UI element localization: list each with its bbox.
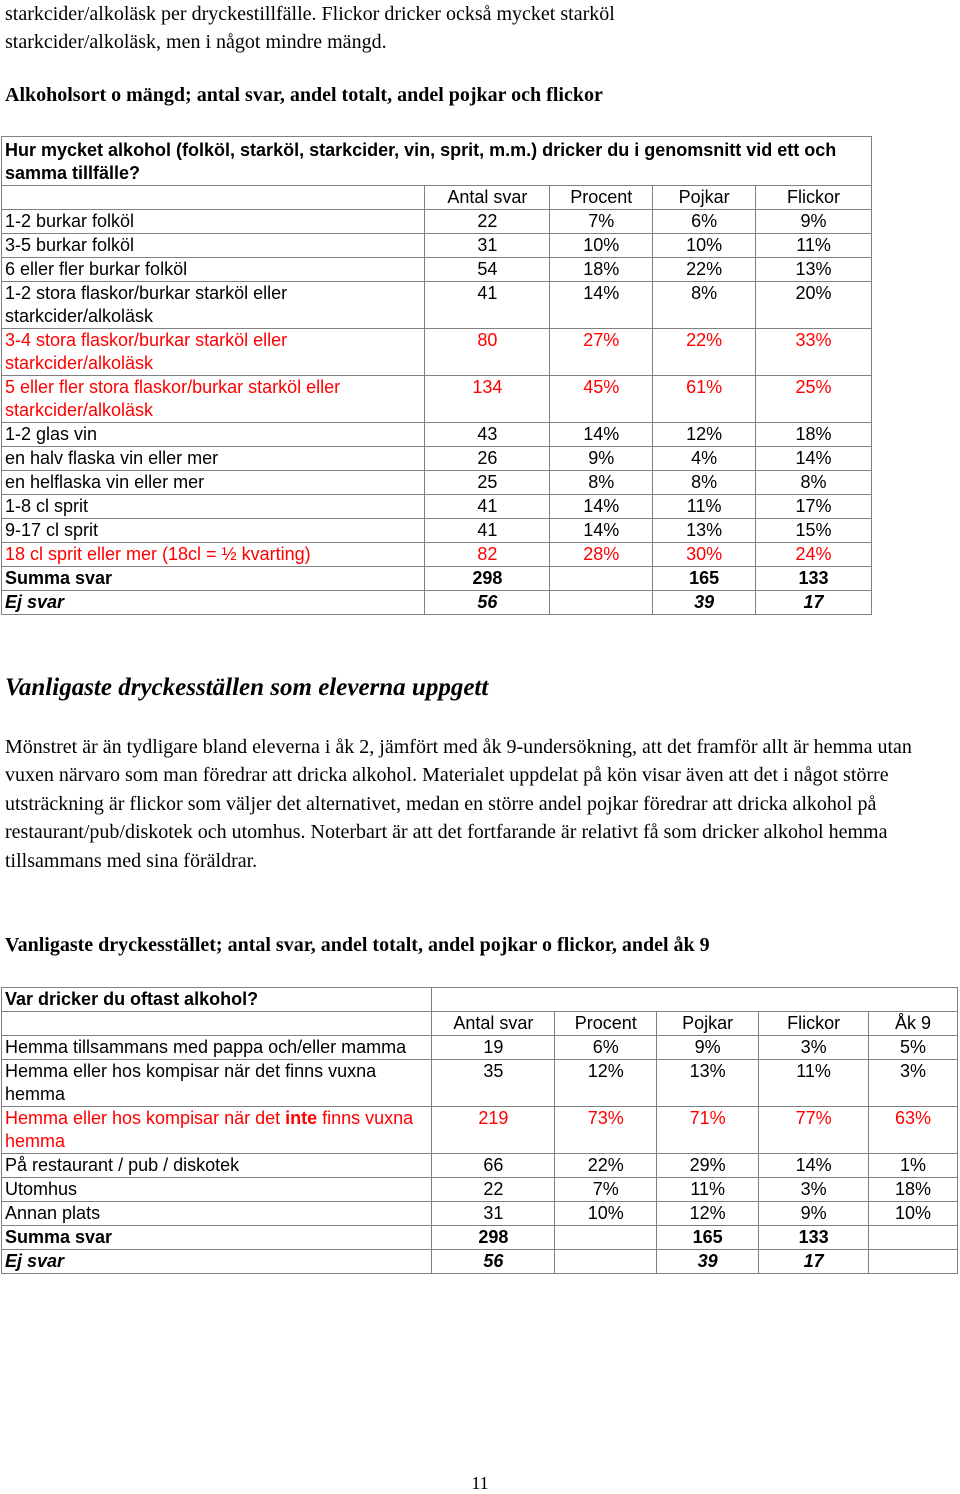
- intro-line-1: starkcider/alkoläsk per dryckestillfälle. Flickor dricker också mycket starköl: [5, 3, 615, 25]
- cell-pojkar: 11%: [657, 1178, 759, 1202]
- row-label: 1-2 stora flaskor/burkar starköl eller starkcider/alkoläsk: [2, 282, 425, 329]
- row-label: Ej svar: [2, 591, 425, 615]
- cell-ak9: 5%: [869, 1036, 958, 1060]
- table-row: [2, 447, 872, 471]
- section-heading: Vanligaste dryckesställen som eleverna uppgett: [5, 674, 489, 701]
- cell-pojkar: 8%: [653, 471, 756, 495]
- cell-antal: 22: [425, 210, 550, 234]
- cell-procent: 10%: [555, 1202, 657, 1226]
- cell-pojkar: 71%: [657, 1107, 759, 1154]
- cell-pojkar: 13%: [653, 519, 756, 543]
- row-label: Summa svar: [2, 567, 425, 591]
- cell-pojkar: 39: [653, 591, 756, 615]
- row-label: [2, 1107, 432, 1154]
- cell-antal: 219: [432, 1107, 555, 1154]
- summary-row: [2, 1226, 958, 1250]
- column-header-ak9: Åk 9: [869, 1012, 958, 1036]
- cell-procent: 7%: [550, 210, 653, 234]
- table-row: [2, 282, 872, 329]
- column-header-pojkar: Pojkar: [653, 186, 756, 210]
- cell-procent: 73%: [555, 1107, 657, 1154]
- cell-antal: 66: [432, 1154, 555, 1178]
- cell-ak9: [869, 1250, 958, 1274]
- cell-pojkar: 12%: [653, 423, 756, 447]
- cell-pojkar: 6%: [653, 210, 756, 234]
- table-body: [2, 186, 872, 615]
- cell-antal: 56: [432, 1250, 555, 1274]
- drinking-place-table: [1, 987, 958, 1274]
- cell-flickor: 24%: [756, 543, 872, 567]
- row-label: Hemma tillsammans med pappa och/eller mamma: [2, 1036, 432, 1060]
- table-row: [2, 329, 872, 376]
- cell-procent: 14%: [550, 495, 653, 519]
- cell-pojkar: 12%: [657, 1202, 759, 1226]
- cell-flickor: 15%: [756, 519, 872, 543]
- cell-pojkar: 30%: [653, 543, 756, 567]
- table-row: [2, 543, 872, 567]
- row-label: På restaurant / pub / diskotek: [2, 1154, 432, 1178]
- cell-antal: 298: [432, 1226, 555, 1250]
- cell-procent: 6%: [555, 1036, 657, 1060]
- cell-pojkar: 8%: [653, 282, 756, 329]
- body-paragraph: Mönstret är än tydligare bland eleverna i åk 2, jämfört med åk 9-undersökning, att det framför allt är hemma utan vuxen närvaro som man föredrar att dricka alkohol. Materialet uppdelat på kön visar även att det i något större utsträckning är flickor som väljer det alternativet, medan en större andel pojkar föredrar att dricka alkohol på restaurant/pub/diskotek och utomhus. Noterbart är att det fortfarande är relativt få som dricker alkohol hemma tillsammans med sina föräldrar.: [5, 736, 912, 872]
- cell-flickor: 17: [759, 1250, 869, 1274]
- cell-antal: 43: [425, 423, 550, 447]
- table-header-row: [2, 186, 872, 210]
- table-row: [2, 1107, 958, 1154]
- cell-flickor: 77%: [759, 1107, 869, 1154]
- section1-title: Alkoholsort o mängd; antal svar, andel totalt, andel pojkar och flickor: [5, 84, 603, 106]
- table-question: Var dricker du oftast alkohol?: [2, 988, 432, 1012]
- cell-pojkar: 61%: [653, 376, 756, 423]
- cell-pojkar: 22%: [653, 329, 756, 376]
- row-label: Hemma eller hos kompisar när det finns vuxna hemma: [2, 1060, 432, 1107]
- cell-antal: 54: [425, 258, 550, 282]
- cell-antal: 82: [425, 543, 550, 567]
- cell-procent: [550, 591, 653, 615]
- cell-pojkar: 9%: [657, 1036, 759, 1060]
- row-label: Annan plats: [2, 1202, 432, 1226]
- cell-antal: 19: [432, 1036, 555, 1060]
- cell-procent: [555, 1226, 657, 1250]
- cell-pojkar: 165: [653, 567, 756, 591]
- cell-flickor: 14%: [756, 447, 872, 471]
- no-answer-row: [2, 1250, 958, 1274]
- cell-pojkar: 165: [657, 1226, 759, 1250]
- cell-ak9: 3%: [869, 1060, 958, 1107]
- row-label: 1-2 glas vin: [2, 423, 425, 447]
- intro-line-2: starkcider/alkoläsk, men i något mindre mängd.: [5, 31, 387, 53]
- table-body: [2, 988, 958, 1274]
- cell-ak9: [869, 1226, 958, 1250]
- cell-pojkar: 10%: [653, 234, 756, 258]
- row-label: en helflaska vin eller mer: [2, 471, 425, 495]
- cell-procent: [550, 567, 653, 591]
- cell-procent: 14%: [550, 282, 653, 329]
- table-question-row: [2, 988, 958, 1012]
- cell-antal: 31: [425, 234, 550, 258]
- cell-flickor: 25%: [756, 376, 872, 423]
- column-header-antal: Antal svar: [425, 186, 550, 210]
- cell-flickor: 8%: [756, 471, 872, 495]
- table-row: [2, 376, 872, 423]
- cell-procent: 7%: [555, 1178, 657, 1202]
- cell-flickor: 3%: [759, 1036, 869, 1060]
- cell-flickor: 17: [756, 591, 872, 615]
- alcohol-amount-table: [1, 136, 872, 615]
- cell-antal: 22: [432, 1178, 555, 1202]
- column-header-flickor: Flickor: [759, 1012, 869, 1036]
- cell-antal: 41: [425, 495, 550, 519]
- cell-pojkar: 11%: [653, 495, 756, 519]
- cell-procent: 10%: [550, 234, 653, 258]
- cell-antal: 41: [425, 282, 550, 329]
- page-number: 11: [471, 1473, 489, 1493]
- row-label: Utomhus: [2, 1178, 432, 1202]
- table-question: Hur mycket alkohol (folköl, starköl, starkcider, vin, sprit, m.m.) dricker du i genomsnitt vid ett och samma tillfälle?: [2, 137, 872, 186]
- cell-antal: 31: [432, 1202, 555, 1226]
- row-label: 1-2 burkar folköl: [2, 210, 425, 234]
- summary-row: [2, 567, 872, 591]
- cell-procent: 28%: [550, 543, 653, 567]
- column-header-pojkar: Pojkar: [657, 1012, 759, 1036]
- cell-procent: 22%: [555, 1154, 657, 1178]
- cell-antal: 298: [425, 567, 550, 591]
- cell-antal: 41: [425, 519, 550, 543]
- cell-procent: 18%: [550, 258, 653, 282]
- table-row: [2, 1154, 958, 1178]
- cell-flickor: 3%: [759, 1178, 869, 1202]
- label-part: Hemma eller hos kompisar när det: [5, 1108, 286, 1128]
- cell-antal: 25: [425, 471, 550, 495]
- cell-antal: 35: [432, 1060, 555, 1107]
- cell-flickor: 14%: [759, 1154, 869, 1178]
- cell-pojkar: 13%: [657, 1060, 759, 1107]
- row-label: 9-17 cl sprit: [2, 519, 425, 543]
- table-row: [2, 423, 872, 447]
- cell-antal: 26: [425, 447, 550, 471]
- cell-flickor: 9%: [756, 210, 872, 234]
- label-emphasis: inte: [285, 1108, 318, 1128]
- cell-procent: 8%: [550, 471, 653, 495]
- table-question-row: [2, 137, 872, 186]
- row-label: 1-8 cl sprit: [2, 495, 425, 519]
- column-header-antal: Antal svar: [432, 1012, 555, 1036]
- cell-flickor: 11%: [756, 234, 872, 258]
- cell-procent: 45%: [550, 376, 653, 423]
- column-header-flickor: Flickor: [756, 186, 872, 210]
- question-empty-cell: [432, 988, 958, 1012]
- section2-title: Vanligaste dryckesstället; antal svar, andel totalt, andel pojkar o flickor, andel åk 9: [5, 934, 710, 956]
- table-row: [2, 495, 872, 519]
- row-label: 6 eller fler burkar folköl: [2, 258, 425, 282]
- cell-pojkar: 29%: [657, 1154, 759, 1178]
- cell-flickor: 20%: [756, 282, 872, 329]
- cell-pojkar: 22%: [653, 258, 756, 282]
- row-label: en halv flaska vin eller mer: [2, 447, 425, 471]
- cell-flickor: 133: [759, 1226, 869, 1250]
- cell-antal: 56: [425, 591, 550, 615]
- table-row: [2, 1060, 958, 1107]
- cell-ak9: 18%: [869, 1178, 958, 1202]
- row-label: 3-5 burkar folköl: [2, 234, 425, 258]
- header-empty-cell: [2, 1012, 432, 1036]
- table-row: [2, 519, 872, 543]
- cell-flickor: 33%: [756, 329, 872, 376]
- cell-antal: 80: [425, 329, 550, 376]
- no-answer-row: [2, 591, 872, 615]
- row-label: Summa svar: [2, 1226, 432, 1250]
- label-part: finns vuxna hemma: [5, 1108, 414, 1151]
- table-row: [2, 210, 872, 234]
- cell-procent: 14%: [550, 519, 653, 543]
- table-row: [2, 1202, 958, 1226]
- row-label: 3-4 stora flaskor/burkar starköl eller starkcider/alkoläsk: [2, 329, 425, 376]
- cell-procent: 12%: [555, 1060, 657, 1107]
- column-header-procent: Procent: [550, 186, 653, 210]
- cell-ak9: 63%: [869, 1107, 958, 1154]
- column-header-procent: Procent: [555, 1012, 657, 1036]
- cell-procent: 27%: [550, 329, 653, 376]
- cell-procent: 14%: [550, 423, 653, 447]
- table-row: [2, 234, 872, 258]
- cell-procent: [555, 1250, 657, 1274]
- cell-flickor: 17%: [756, 495, 872, 519]
- table-row: [2, 1036, 958, 1060]
- row-label: 5 eller fler stora flaskor/burkar starköl eller starkcider/alkoläsk: [2, 376, 425, 423]
- row-label: Ej svar: [2, 1250, 432, 1274]
- table-row: [2, 471, 872, 495]
- cell-flickor: 11%: [759, 1060, 869, 1107]
- cell-ak9: 1%: [869, 1154, 958, 1178]
- header-empty-cell: [2, 186, 425, 210]
- cell-procent: 9%: [550, 447, 653, 471]
- intro-text: [5, 0, 945, 56]
- table-header-row: [2, 1012, 958, 1036]
- cell-antal: 134: [425, 376, 550, 423]
- cell-flickor: 13%: [756, 258, 872, 282]
- table-row: [2, 258, 872, 282]
- cell-flickor: 133: [756, 567, 872, 591]
- cell-pojkar: 39: [657, 1250, 759, 1274]
- cell-flickor: 18%: [756, 423, 872, 447]
- table-row: [2, 1178, 958, 1202]
- cell-ak9: 10%: [869, 1202, 958, 1226]
- row-label: 18 cl sprit eller mer (18cl = ½ kvarting): [2, 543, 425, 567]
- cell-pojkar: 4%: [653, 447, 756, 471]
- cell-flickor: 9%: [759, 1202, 869, 1226]
